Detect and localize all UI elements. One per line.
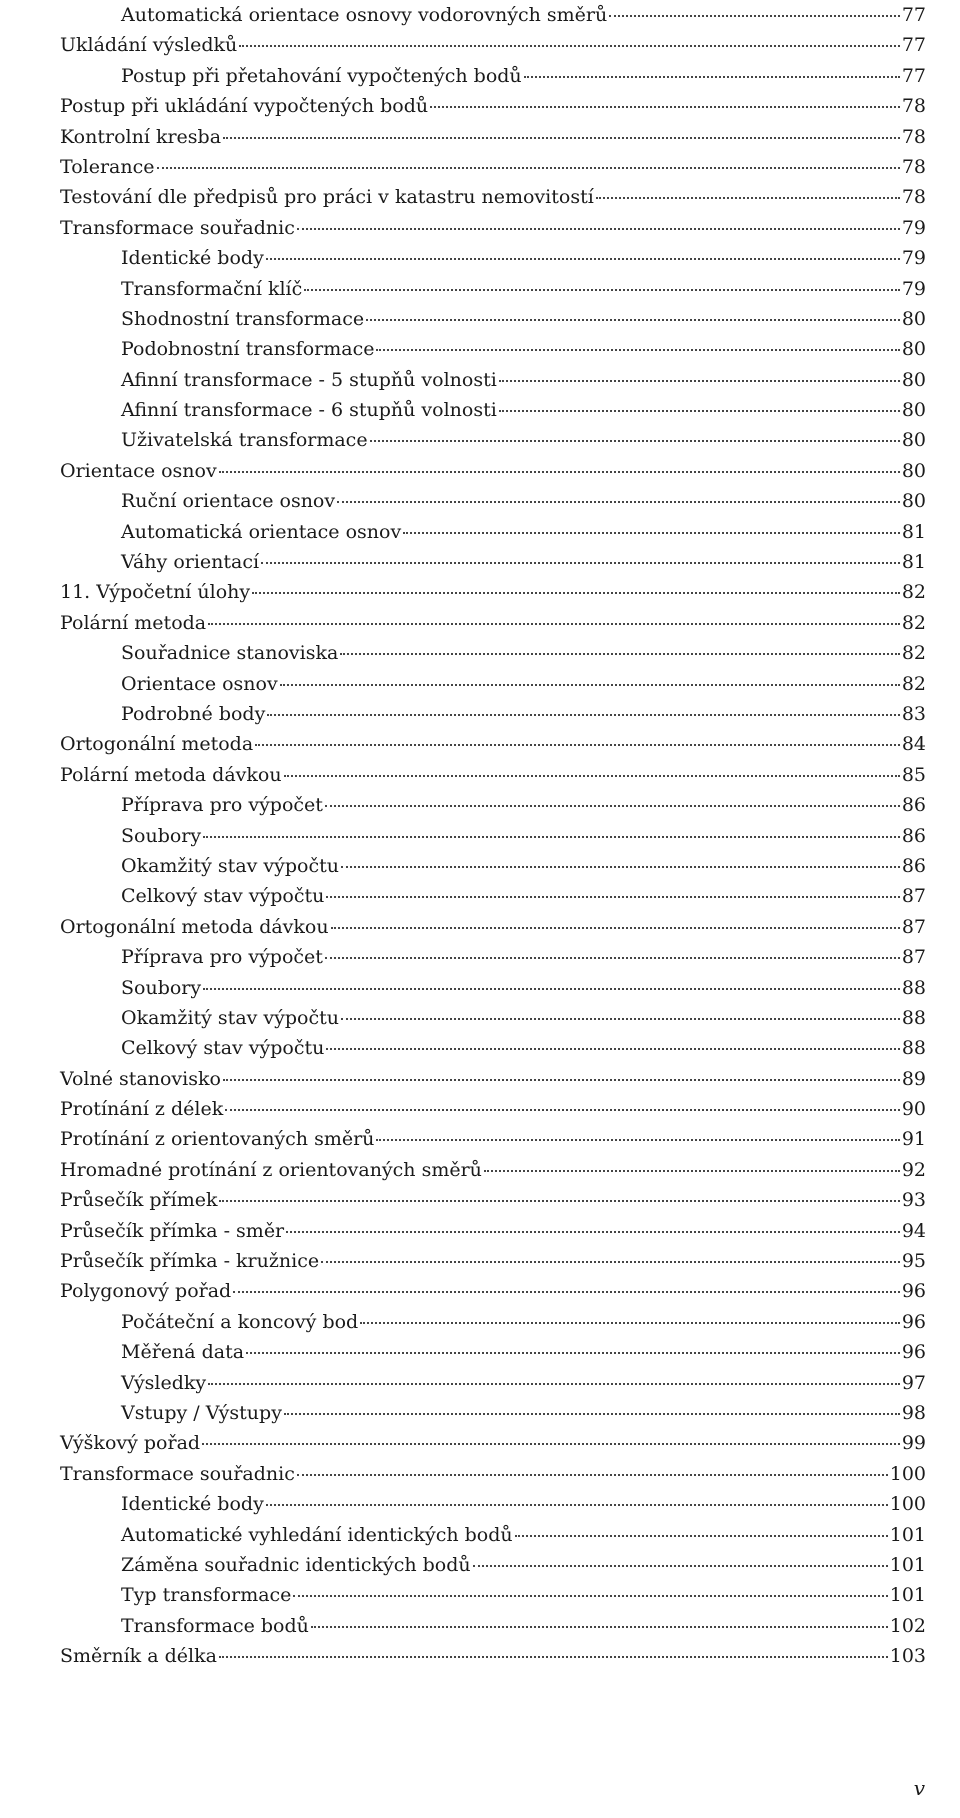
toc-entry-title: Transformace souřadnic: [60, 216, 295, 239]
toc-entry[interactable]: [60, 456, 926, 486]
dot-leader: [252, 592, 900, 594]
toc-entry-title: Průsečík přímka - kružnice: [60, 1250, 320, 1273]
toc-entry-title: Směrník a délka: [60, 1645, 217, 1668]
dot-leader: [266, 1504, 888, 1506]
toc-entry[interactable]: [60, 973, 926, 1003]
toc-entry-title: Soubory: [121, 824, 202, 847]
toc-entry-title: Výsledky: [121, 1371, 207, 1394]
toc-entry-page: 86: [901, 824, 926, 847]
dot-leader: [499, 410, 900, 412]
toc-entry[interactable]: [60, 942, 926, 972]
toc-entry-page: 88: [901, 1037, 926, 1060]
toc-entry-title: Záměna souřadnic identických bodů: [121, 1553, 471, 1576]
toc-entry-title: Podrobné body: [121, 702, 266, 725]
dot-leader: [376, 1139, 899, 1141]
dot-leader: [267, 714, 899, 716]
dot-leader: [223, 1079, 900, 1081]
toc-entry[interactable]: [60, 1033, 926, 1063]
dot-leader: [208, 1383, 900, 1385]
dot-leader: [325, 805, 900, 807]
table-of-contents: [60, 0, 926, 1671]
toc-entry[interactable]: [60, 182, 926, 212]
toc-entry[interactable]: [60, 0, 926, 30]
dot-leader: [340, 653, 900, 655]
dot-leader: [337, 501, 900, 503]
dot-leader: [284, 775, 900, 777]
toc-entry[interactable]: [60, 790, 926, 820]
dot-leader: [360, 1322, 900, 1324]
toc-entry-page: 101: [889, 1523, 926, 1546]
dot-leader: [341, 866, 900, 868]
dot-leader: [202, 1443, 900, 1445]
toc-entry-title: Protínání z délek: [60, 1098, 224, 1121]
toc-entry-title: Okamžitý stav výpočtu: [121, 854, 339, 877]
toc-entry[interactable]: [60, 821, 926, 851]
toc-entry-title: Automatická orientace osnovy vodorovných směrů: [121, 4, 608, 26]
toc-entry[interactable]: [60, 486, 926, 516]
toc-entry[interactable]: [60, 699, 926, 729]
toc-entry-title: Polygonový pořad: [60, 1280, 232, 1303]
toc-entry[interactable]: [60, 1641, 926, 1671]
toc-entry-page: 88: [901, 1006, 926, 1029]
toc-entry[interactable]: [60, 213, 926, 243]
toc-entry-title: Transformace souřadnic: [60, 1462, 295, 1485]
toc-entry-title: Příprava pro výpočet: [121, 794, 323, 817]
toc-entry-title: Příprava pro výpočet: [121, 946, 323, 969]
toc-entry[interactable]: [60, 334, 926, 364]
dot-leader: [484, 1170, 900, 1172]
dot-leader: [233, 1291, 900, 1293]
toc-entry-title: Podobnostní transformace: [121, 338, 375, 361]
toc-entry[interactable]: [60, 152, 926, 182]
toc-entry-page: 77: [901, 34, 926, 57]
dot-leader: [261, 562, 900, 564]
toc-entry-page: 91: [901, 1128, 926, 1151]
dot-leader: [297, 228, 900, 230]
dot-leader: [321, 1261, 900, 1263]
toc-entry-title: Automatická orientace osnov: [121, 520, 402, 543]
toc-entry-page: 87: [901, 915, 926, 938]
dot-leader: [219, 471, 900, 473]
toc-entry-title: Afinní transformace - 5 stupňů volnosti: [121, 368, 497, 391]
toc-entry-page: 78: [901, 155, 926, 178]
toc-entry-page: 82: [901, 581, 926, 604]
toc-entry-title: Orientace osnov: [60, 459, 217, 482]
dot-leader: [366, 319, 900, 321]
dot-leader: [297, 1474, 888, 1476]
toc-entry[interactable]: [60, 1580, 926, 1610]
toc-entry-page: 78: [901, 125, 926, 148]
toc-entry-page: 100: [889, 1462, 926, 1485]
toc-entry-page: 82: [901, 672, 926, 695]
dot-leader: [219, 1200, 899, 1202]
toc-entry[interactable]: [60, 1185, 926, 1215]
dot-leader: [376, 349, 899, 351]
toc-entry[interactable]: [60, 638, 926, 668]
dot-leader: [280, 684, 900, 686]
toc-entry-page: 86: [901, 854, 926, 877]
toc-entry[interactable]: [60, 1550, 926, 1580]
toc-entry-page: 96: [901, 1280, 926, 1303]
toc-entry[interactable]: [60, 1003, 926, 1033]
toc-entry-title: Uživatelská transformace: [121, 429, 368, 452]
toc-entry[interactable]: [60, 1520, 926, 1550]
toc-entry-page: 98: [901, 1401, 926, 1424]
toc-entry-page: 97: [901, 1371, 926, 1394]
toc-entry-title: Počáteční a koncový bod: [121, 1310, 359, 1333]
toc-entry-page: 78: [901, 186, 926, 209]
dot-leader: [596, 197, 900, 199]
toc-entry[interactable]: [60, 122, 926, 152]
toc-entry-title: Tolerance: [60, 155, 155, 178]
toc-entry[interactable]: [60, 760, 926, 790]
toc-entry-title: Celkový stav výpočtu: [121, 885, 325, 908]
dot-leader: [515, 1535, 888, 1537]
toc-entry[interactable]: [60, 1428, 926, 1458]
toc-entry-title: Automatické vyhledání identických bodů: [121, 1523, 513, 1546]
toc-entry-title: Ruční orientace osnov: [121, 490, 336, 513]
toc-entry[interactable]: [60, 304, 926, 334]
toc-entry[interactable]: [60, 1489, 926, 1519]
toc-entry-page: 90: [901, 1098, 926, 1121]
toc-entry[interactable]: [60, 1459, 926, 1489]
toc-entry-title: Typ transformace: [121, 1584, 292, 1607]
toc-entry-title: Kontrolní kresba: [60, 125, 222, 148]
toc-entry[interactable]: [60, 608, 926, 638]
toc-entry-page: 96: [901, 1310, 926, 1333]
toc-entry-title: Celkový stav výpočtu: [121, 1037, 325, 1060]
dot-leader: [293, 1595, 887, 1597]
dot-leader: [331, 927, 900, 929]
toc-entry-title: Postup při ukládání vypočtených bodů: [60, 95, 429, 118]
toc-entry-page: 79: [901, 277, 926, 300]
toc-entry-title: Hromadné protínání z orientovaných směrů: [60, 1158, 482, 1181]
toc-entry-title: Ortogonální metoda: [60, 733, 254, 756]
toc-entry-page: 78: [901, 95, 926, 118]
toc-entry[interactable]: [60, 1124, 926, 1154]
toc-entry-title: Ukládání výsledků: [60, 34, 238, 57]
dot-leader: [341, 1018, 900, 1020]
dot-leader: [609, 15, 900, 17]
toc-entry-page: 87: [901, 946, 926, 969]
toc-entry-page: 80: [901, 399, 926, 422]
toc-entry-title: Průsečík přímek: [60, 1189, 218, 1212]
toc-entry-title: Orientace osnov: [121, 672, 278, 695]
toc-entry[interactable]: [60, 1398, 926, 1428]
toc-entry-title: Identické body: [121, 1493, 264, 1516]
toc-entry[interactable]: [60, 425, 926, 455]
toc-entry-title: Identické body: [121, 247, 264, 270]
dot-leader: [403, 532, 900, 534]
toc-entry-page: 81: [901, 520, 926, 543]
toc-entry[interactable]: [60, 395, 926, 425]
toc-entry-title: Soubory: [121, 976, 202, 999]
toc-entry-title: Transformační klíč: [121, 277, 303, 300]
toc-entry[interactable]: [60, 1064, 926, 1094]
toc-entry-page: 77: [901, 64, 926, 87]
dot-leader: [239, 45, 900, 47]
toc-entry[interactable]: [60, 851, 926, 881]
toc-entry-title: Testování dle předpisů pro práci v katastru nemovitostí: [60, 186, 594, 209]
toc-entry-page: 88: [901, 976, 926, 999]
toc-entry[interactable]: [60, 1337, 926, 1367]
toc-entry-page: 79: [901, 216, 926, 239]
dot-leader: [284, 1413, 900, 1415]
toc-entry[interactable]: [60, 1307, 926, 1337]
toc-entry-title: Polární metoda: [60, 611, 207, 634]
toc-entry-page: 81: [901, 551, 926, 574]
dot-leader: [524, 76, 900, 78]
toc-entry-page: 95: [901, 1250, 926, 1273]
toc-entry-page: 82: [901, 642, 926, 665]
toc-entry-page: 80: [901, 459, 926, 482]
toc-entry[interactable]: [60, 1216, 926, 1246]
toc-entry-page: 101: [889, 1553, 926, 1576]
dot-leader: [326, 896, 899, 898]
toc-entry-page: 102: [889, 1614, 926, 1637]
toc-entry-page: 93: [901, 1189, 926, 1212]
toc-entry-title: Výškový pořad: [60, 1432, 201, 1455]
dot-leader: [499, 380, 900, 382]
toc-entry[interactable]: [60, 881, 926, 911]
toc-entry[interactable]: [60, 91, 926, 121]
dot-leader: [219, 1656, 888, 1658]
toc-entry[interactable]: [60, 30, 926, 60]
dot-leader: [370, 440, 900, 442]
toc-entry-title: Okamžitý stav výpočtu: [121, 1006, 339, 1029]
dot-leader: [208, 623, 900, 625]
toc-entry-title: Volné stanovisko: [60, 1067, 221, 1090]
toc-entry-page: 79: [901, 247, 926, 270]
toc-entry[interactable]: [60, 517, 926, 547]
toc-entry-page: 86: [901, 794, 926, 817]
toc-entry-page: 101: [889, 1584, 926, 1607]
toc-entry[interactable]: [60, 1276, 926, 1306]
toc-entry-title: Souřadnice stanoviska: [121, 642, 339, 665]
dot-leader: [325, 957, 900, 959]
toc-entry-page: 77: [901, 4, 926, 26]
dot-leader: [225, 1109, 900, 1111]
toc-entry[interactable]: [60, 1094, 926, 1124]
toc-entry[interactable]: [60, 1368, 926, 1398]
toc-entry-title: Váhy orientací: [121, 551, 260, 574]
toc-entry-page: 83: [901, 702, 926, 725]
toc-entry[interactable]: [60, 1611, 926, 1641]
toc-entry-page: 80: [901, 368, 926, 391]
dot-leader: [203, 836, 900, 838]
toc-entry-title: Průsečík přímka - směr: [60, 1219, 285, 1242]
dot-leader: [473, 1565, 888, 1567]
toc-entry-page: 80: [901, 307, 926, 330]
toc-entry-page: 80: [901, 338, 926, 361]
toc-entry[interactable]: [60, 61, 926, 91]
toc-entry-title: Ortogonální metoda dávkou: [60, 915, 329, 938]
toc-entry-title: Měřená data: [121, 1341, 245, 1364]
dot-leader: [223, 137, 900, 139]
toc-entry-page: 89: [901, 1067, 926, 1090]
dot-leader: [311, 1626, 888, 1628]
toc-entry[interactable]: [60, 243, 926, 273]
toc-entry[interactable]: [60, 577, 926, 607]
toc-entry-title: Polární metoda dávkou: [60, 763, 282, 786]
dot-leader: [286, 1231, 900, 1233]
toc-entry-page: 96: [901, 1341, 926, 1364]
dot-leader: [326, 1048, 899, 1050]
toc-entry-title: Vstupy / Výstupy: [121, 1401, 282, 1424]
toc-entry-page: 80: [901, 429, 926, 452]
toc-entry-title: Protínání z orientovaných směrů: [60, 1128, 375, 1151]
toc-entry-page: 84: [901, 733, 926, 756]
dot-leader: [304, 289, 900, 291]
toc-entry[interactable]: [60, 669, 926, 699]
dot-leader: [246, 1352, 900, 1354]
toc-entry[interactable]: [60, 912, 926, 942]
toc-entry-page: 99: [901, 1432, 926, 1455]
dot-leader: [255, 744, 900, 746]
toc-entry-page: 92: [901, 1158, 926, 1181]
toc-entry-title: Transformace bodů: [121, 1614, 309, 1637]
toc-entry-page: 103: [889, 1645, 926, 1668]
dot-leader: [430, 106, 900, 108]
dot-leader: [203, 988, 900, 990]
dot-leader: [266, 258, 900, 260]
toc-entry-page: 82: [901, 611, 926, 634]
page-number: v: [913, 1776, 925, 1800]
toc-entry[interactable]: [60, 1246, 926, 1276]
toc-entry-title: Shodnostní transformace: [121, 307, 365, 330]
toc-entry-page: 94: [901, 1219, 926, 1242]
toc-entry-page: 80: [901, 490, 926, 513]
toc-entry[interactable]: [60, 1155, 926, 1185]
toc-entry-title: 11. Výpočetní úlohy: [60, 581, 251, 604]
toc-entry[interactable]: [60, 274, 926, 304]
toc-entry-page: 85: [901, 763, 926, 786]
toc-entry[interactable]: [60, 365, 926, 395]
toc-entry[interactable]: [60, 547, 926, 577]
toc-entry-title: Postup při přetahování vypočtených bodů: [121, 64, 522, 87]
toc-entry-page: 100: [889, 1493, 926, 1516]
toc-entry[interactable]: [60, 729, 926, 759]
dot-leader: [157, 167, 900, 169]
toc-entry-page: 87: [901, 885, 926, 908]
toc-entry-title: Afinní transformace - 6 stupňů volnosti: [121, 399, 497, 422]
